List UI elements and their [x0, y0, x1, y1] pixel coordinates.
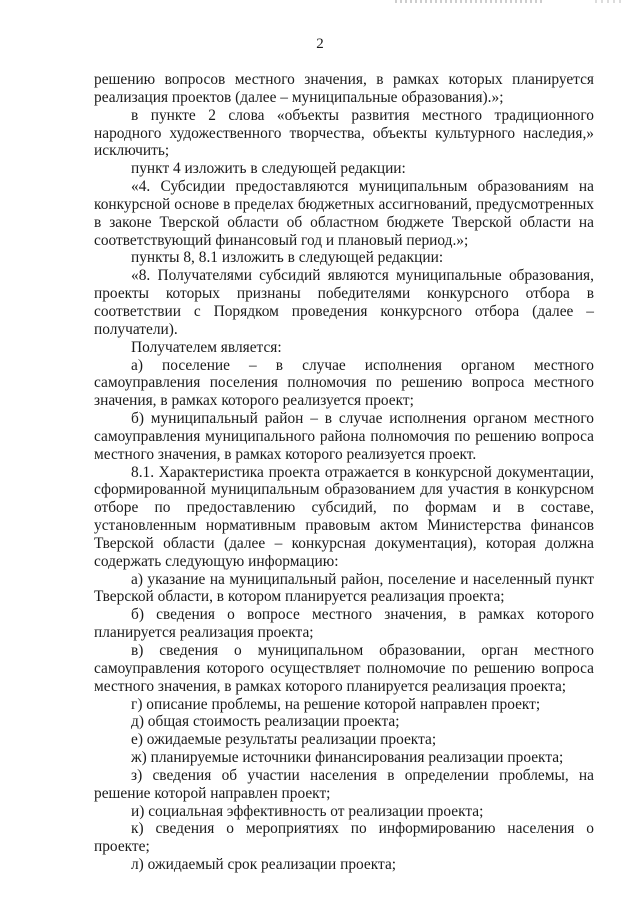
page-number: 2: [316, 36, 324, 52]
list-item: б) муниципальный район – в случае исполнения органом местного самоуправления муниципального района полномочия по решению вопроса местного значения, в рамках которого реализуется проект.: [94, 410, 594, 463]
list-item: г) описание проблемы, на решение которой направлен проект;: [131, 695, 541, 713]
paragraph: Получателем является:: [131, 338, 282, 356]
paragraph: в пункте 2 слова «объекты развития местного традиционного народного художественного творчества, объекты культурного наследия,» исключить;: [94, 106, 594, 160]
list-item: к) сведения о мероприятиях по информированию населения о проекте;: [94, 820, 594, 856]
paragraph: пункт 4 изложить в следующей редакции:: [131, 160, 406, 178]
paragraph: «8. Получателями субсидий являются муниципальные образования, проекты которых признаны победителями конкурсного отбора в соответствии с Порядком проведения конкурсного отбора (далее – получатели).: [94, 267, 594, 338]
list-item: а) указание на муниципальный район, поселение и населенный пункт Тверской области, в котором планируется реализация проекта;: [94, 570, 594, 606]
list-item: и) социальная эффективность от реализации проекта;: [131, 802, 484, 820]
list-item: з) сведения об участии населения в определении проблемы, на решение которой направлен проект;: [94, 766, 594, 802]
paragraph: решению вопросов местного значения, в рамках которых планируется реализация проектов (далее – муниципальные образования).»;: [94, 71, 594, 106]
scan-artifact: [395, 0, 545, 3]
scan-artifact: [595, 0, 625, 3]
list-item: б) сведения о вопросе местного значения, в рамках которого планируется реализация проекта;: [94, 606, 594, 642]
list-item: д) общая стоимость реализации проекта;: [131, 713, 400, 731]
list-item: л) ожидаемый срок реализации проекта;: [131, 856, 397, 874]
list-item: ж) планируемые источники финансирования реализации проекта;: [131, 749, 564, 767]
paragraph: пункты 8, 8.1 изложить в следующей редакции:: [131, 249, 444, 267]
paragraph: «4. Субсидии предоставляются муниципальным образованиям на конкурсной основе в пределах бюджетных ассигнований, предусмотренных в законе Тверской области об областном бюджете Тверской области на соответствующий финансовый год и плановый период.»;: [94, 178, 594, 249]
list-item: а) поселение – в случае исполнения органом местного самоуправления поселения полномочия по решению вопроса местного значения, в рамках которого реализуется проект;: [94, 356, 594, 410]
document-body: [94, 71, 594, 874]
list-item: е) ожидаемые результаты реализации проекта;: [131, 731, 437, 749]
list-item: в) сведения о муниципальном образовании, орган местного самоуправления которого осуществляет полномочие по решению вопроса местного значения, в рамках которого планируется реализация проекта;: [94, 642, 594, 695]
paragraph: 8.1. Характеристика проекта отражается в конкурсной документации, сформированной муниципальным образованием для участия в конкурсном отборе по предоставлению субсидий, по формам и в составе, установленным нормативным правовым актом Министерства финансов Тверской области (далее – конкурсная документация), которая должна содержать следующую информацию:: [94, 463, 594, 570]
